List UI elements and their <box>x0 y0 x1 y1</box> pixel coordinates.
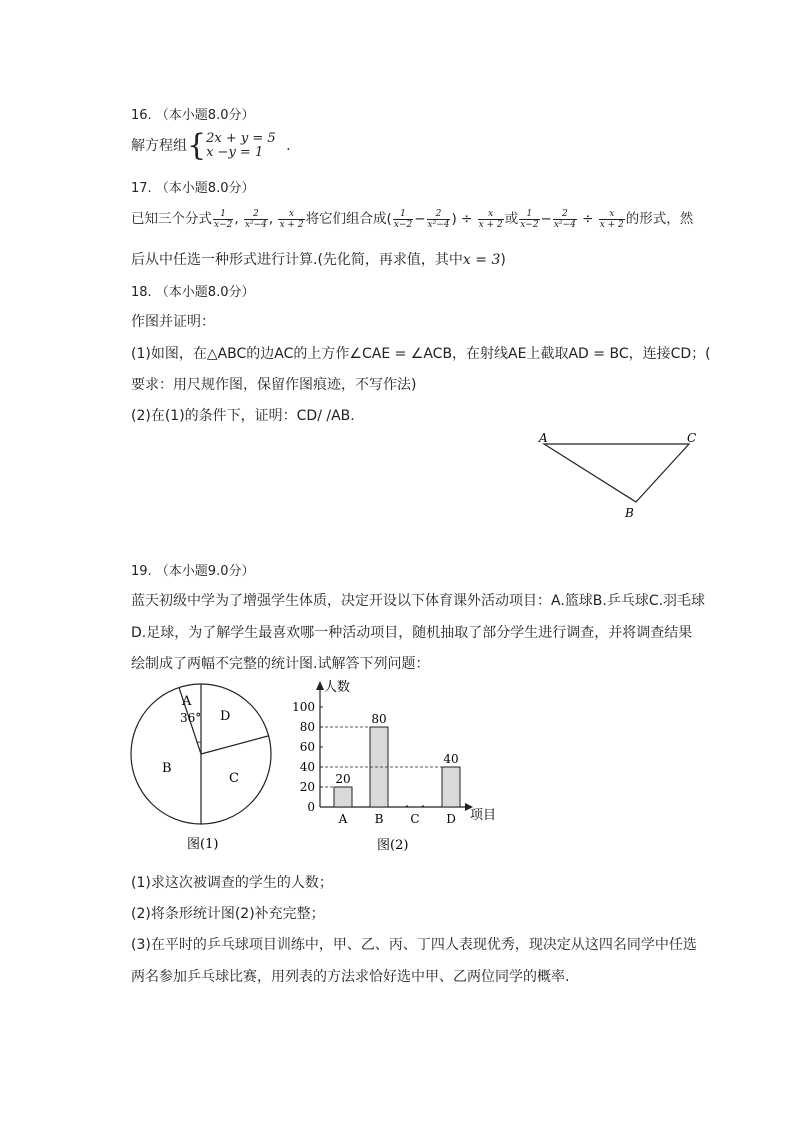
fraction-numerator: x <box>478 209 504 220</box>
y-axis-label: 人数 <box>324 680 351 695</box>
fraction-numerator: 2 <box>244 209 268 220</box>
fraction-numerator: 1 <box>393 209 413 220</box>
q18-heading: 18. （本小题8.0分） <box>131 285 255 300</box>
q19-question-2: (2)将条形统计图(2)补充完整； <box>131 906 325 922</box>
triangle-figure <box>530 425 710 525</box>
fraction <box>393 209 413 230</box>
y-axis-arrow <box>316 681 324 690</box>
fraction <box>478 209 504 230</box>
q19-heading: 19. （本小题9.0分） <box>131 564 255 579</box>
q17-line-1: 已知三个分式 $\frac{1}{x-2}$ , $\frac{2}{\text{x²−4}}$ , $\frac{x}{x + 2}$ 将它们组合成( $\frac{1}{x-2}$ − $\frac{2}{\text{x²−4}}$ ) ÷ $\frac{x}{x + 2}$ 或 $\frac{1}{x-2}$ − $\frac{2}{\text{x²−4}}$ ÷ $\frac{x}{x + 2}$ 的形式，然 <box>131 208 694 230</box>
q17-heading: 17. （本小题8.0分） <box>131 181 255 196</box>
fraction-numerator: 1 <box>519 209 539 220</box>
brace-icon: { <box>187 128 207 163</box>
fraction-numerator: 2 <box>553 209 577 220</box>
q18-line-2: (1)如图，在△ABC的边AC的上方作∠CAE = ∠ACB，在射线AE上截取AD = BC，连接CD；( <box>131 346 711 362</box>
fraction-denominator: x²−4 <box>553 219 576 230</box>
y-tick-label: 80 <box>299 720 315 734</box>
q17-text-4: 的形式，然 <box>625 211 694 227</box>
q17-line-2-close: ) <box>500 252 506 268</box>
fraction-denominator: x²−4 <box>244 219 267 230</box>
fraction-denominator: x + 2 <box>478 219 503 230</box>
vertex-label-a: A <box>539 431 548 445</box>
fraction-numerator: 1 <box>213 209 233 220</box>
q18-line-4: (2)在(1)的条件下，证明：CD/ /AB. <box>131 408 355 424</box>
x-tick-label: D <box>446 812 456 826</box>
q17-text-3: 或 <box>504 211 519 227</box>
fraction-denominator: x−2 <box>214 219 233 230</box>
q17-line-2 <box>131 249 506 269</box>
q18-line-3: 要求：用尺规作图，保留作图痕迹，不写作法) <box>131 377 417 393</box>
equation-system <box>206 132 276 160</box>
fraction <box>213 209 233 230</box>
q17-text-1: 已知三个分式 <box>131 211 212 227</box>
pie-caption: 图(1) <box>187 837 219 852</box>
x-tick-label: B <box>374 812 384 826</box>
q16-prefix: 解方程组 <box>131 138 187 154</box>
y-tick-label: 20 <box>299 780 315 794</box>
fraction-numerator: x <box>278 209 304 220</box>
bar-value-label: 40 <box>443 752 459 766</box>
bar-a <box>334 787 352 807</box>
vertex-label-c: C <box>687 431 697 445</box>
x-axis-label: 项目 <box>470 808 497 823</box>
pie-angle-label: 36° <box>180 711 202 725</box>
equation-1: 2x + y = 5 <box>206 131 276 146</box>
fraction <box>519 209 539 230</box>
fraction <box>553 209 577 230</box>
y-tick-label: 60 <box>299 740 315 754</box>
fraction <box>244 209 268 230</box>
fraction-denominator: x + 2 <box>599 219 624 230</box>
y-tick-label: 40 <box>299 760 315 774</box>
q18-line-1: 作图并证明： <box>131 314 215 330</box>
fraction-numerator: 2 <box>427 209 451 220</box>
pie-label-d: D <box>220 709 231 724</box>
q19-line-1: 蓝天初级中学为了增强学生体质，决定开设以下体育课外活动项目：A.篮球B.乒乓球C.羽毛球 <box>131 593 706 609</box>
q17-line-2-text: 后从中任选一种形式进行计算.(先化简，再求值，其中 <box>131 252 463 268</box>
bar-value-label: 20 <box>335 772 351 786</box>
x-tick-label: A <box>338 812 348 826</box>
fraction-numerator: x <box>599 209 625 220</box>
q19-line-2: D.足球，为了解学生最喜欢哪一种活动项目，随机抽取了部分学生进行调查，并将调查结果 <box>131 625 693 641</box>
q19-line-3: 绘制成了两幅不完整的统计图.试解答下列问题： <box>131 656 430 672</box>
fraction <box>427 209 451 230</box>
fraction-denominator: x²−4 <box>427 219 450 230</box>
triangle-abc <box>544 444 689 502</box>
q16-suffix: . <box>286 138 291 154</box>
x-tick-label: C <box>410 812 420 826</box>
q16-body <box>131 128 291 163</box>
bar-chart <box>290 676 510 861</box>
y-tick-label: 100 <box>292 700 315 714</box>
vertex-label-b: B <box>625 506 634 520</box>
q19-question-3a: (3)在平时的乒乓球项目训练中，甲、乙、丙、丁四人表现优秀，现决定从这四名同学中任选 <box>131 937 697 953</box>
pie-label-a: A <box>182 694 192 709</box>
fraction-denominator: x−2 <box>520 219 539 230</box>
fraction-denominator: x−2 <box>393 219 413 230</box>
pie-label-b: B <box>162 761 172 776</box>
pie-label-c: C <box>229 771 239 786</box>
q17-line-2-math: x = 3 <box>462 252 501 268</box>
q17-text-2: 将它们组合成( <box>305 211 392 227</box>
bar-caption: 图(2) <box>377 838 409 853</box>
pie-divider-dc <box>201 736 268 754</box>
bar-value-label: 80 <box>371 712 387 726</box>
q16-heading: 16. （本小题8.0分） <box>131 108 255 123</box>
q19-question-3b: 两名参加乒乓球比赛，用列表的方法求恰好选中甲、乙两位同学的概率. <box>131 969 570 985</box>
equation-2: x −y = 1 <box>206 145 264 160</box>
bar-d <box>442 767 460 807</box>
pie-chart <box>125 680 285 860</box>
fraction <box>278 209 304 230</box>
y-tick-label: 0 <box>307 800 315 814</box>
fraction-denominator: x + 2 <box>279 219 304 230</box>
q19-question-1: (1)求这次被调查的学生的人数； <box>131 875 333 891</box>
fraction <box>599 209 625 230</box>
